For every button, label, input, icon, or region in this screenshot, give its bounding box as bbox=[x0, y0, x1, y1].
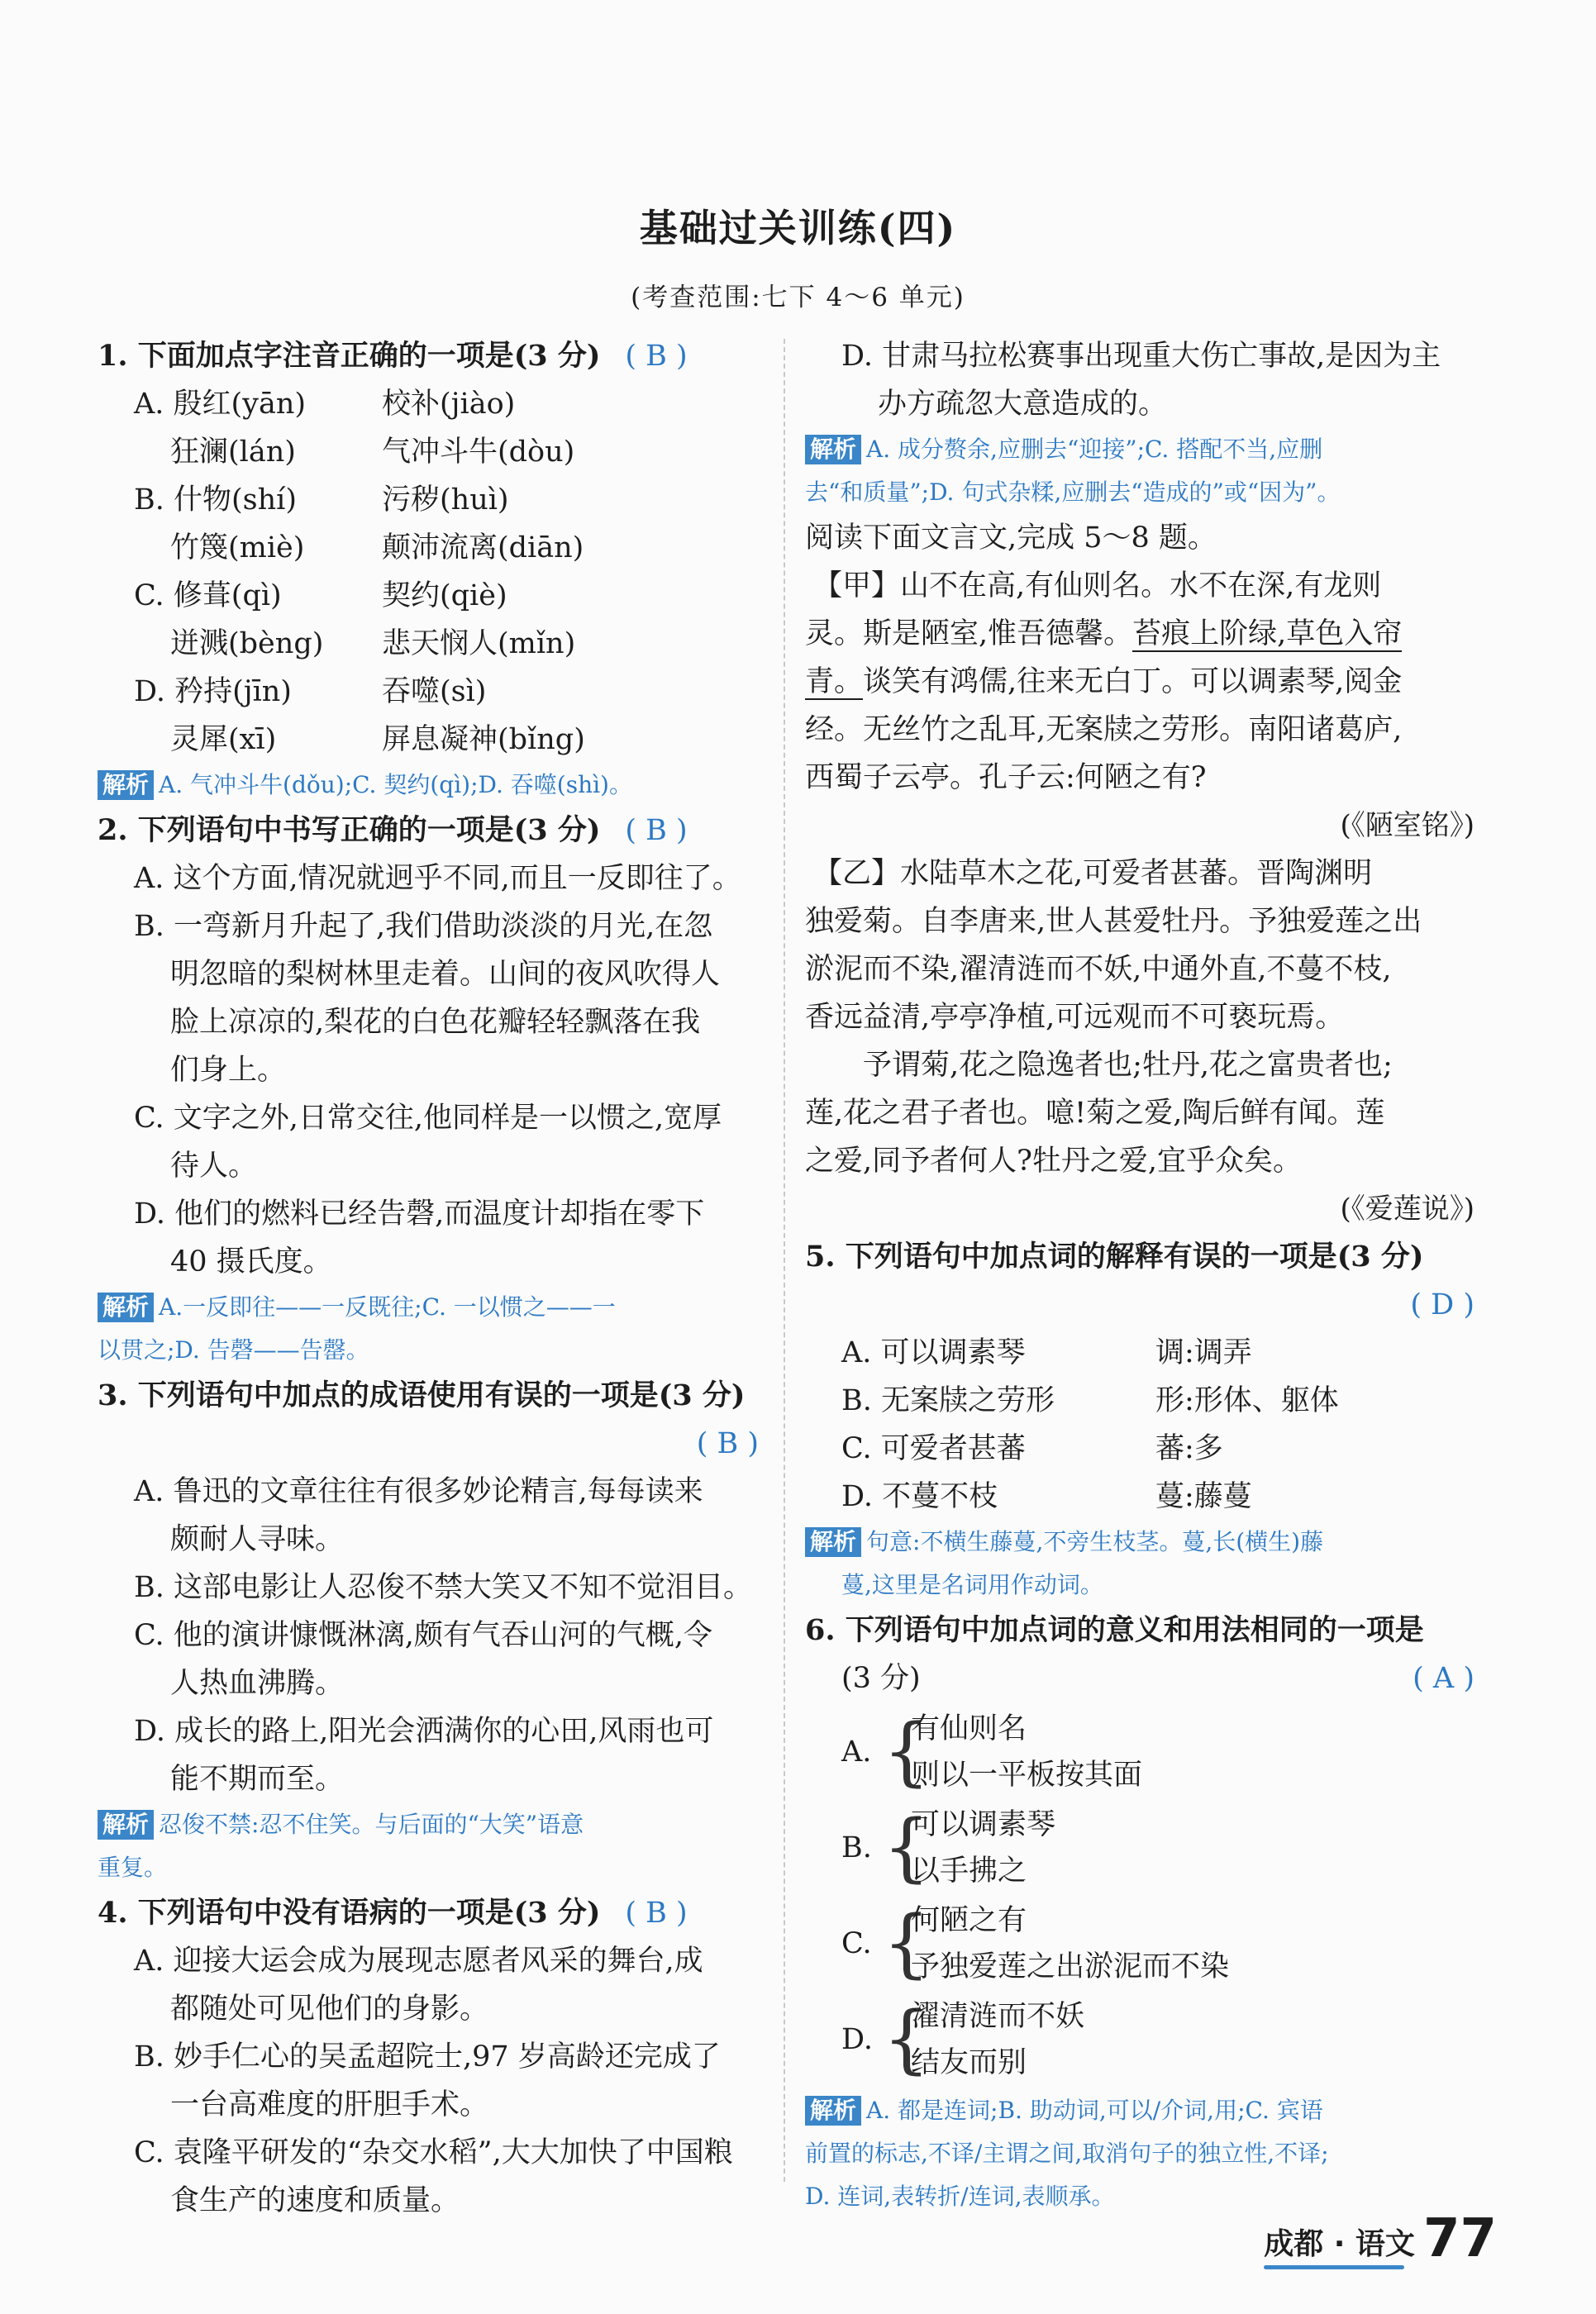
option-b: B. { 可以调素琴 以手拂之 bbox=[841, 1804, 1056, 1891]
option-c: C. { 何陋之有 予独爱莲之出淤泥而不染 bbox=[841, 1900, 1230, 1987]
page-footer bbox=[1264, 2208, 1497, 2269]
question-stem: 6. 下列语句中加点词的意义和用法相同的一项是 bbox=[805, 1613, 1424, 1647]
answer-mark: ( B ) bbox=[625, 1897, 688, 1930]
page-subtitle: (考查范围:七下 4～6 单元) bbox=[631, 283, 965, 312]
option-a: A. 殷红(yān) 校补(jiào) bbox=[134, 388, 516, 421]
option-line: B. 妙手仁心的吴孟超院士,97 岁高龄还完成了 bbox=[134, 2040, 721, 2074]
analysis-tag: 解析 bbox=[98, 1810, 154, 1840]
option-line: C. 他的演讲慷慨淋漓,颇有气吞山河的气概,令 bbox=[134, 1619, 713, 1652]
brace-icon: { bbox=[883, 1900, 931, 1987]
option-line: 待人。 bbox=[170, 1150, 258, 1183]
analysis: 解析 A. 都是连词;B. 助动词,可以/介词,用;C. 宾语 bbox=[805, 2089, 1475, 2132]
option-c-cont: 迸溅(bèng) 悲天悯人(mǐn) bbox=[170, 627, 576, 660]
analysis-tag: 解析 bbox=[805, 1527, 861, 1557]
footer-label: 成都 · 语文 bbox=[1264, 2227, 1415, 2261]
left-column bbox=[98, 332, 759, 2225]
option-line: 都随处可见他们的身影。 bbox=[170, 1993, 489, 2026]
source-citation: (《陋室铭》) bbox=[1340, 809, 1475, 842]
answer-mark: ( B ) bbox=[625, 340, 688, 373]
analysis-cont: 蔓,这里是名词用作动词。 bbox=[841, 1571, 1103, 1598]
option-line: A. 鲁迅的文章往往有很多妙论精言,每每读来 bbox=[134, 1475, 703, 1508]
option-line: C. 文字之外,日常交往,他同样是一以惯之,宽厚 bbox=[134, 1102, 722, 1135]
analysis-tag: 解析 bbox=[98, 1293, 154, 1322]
option-a: A. 可以调素琴 调:调弄 bbox=[841, 1336, 1252, 1369]
option-d: D. 矜持(jīn) 吞噬(sì) bbox=[134, 675, 487, 708]
analysis: 解析 句意:不横生藤蔓,不旁生枝茎。蔓,长(横生)藤 bbox=[805, 1521, 1475, 1564]
brace-icon: { bbox=[883, 1708, 931, 1795]
footer-underline bbox=[1264, 2265, 1404, 2269]
underlined-text: 苔痕上阶绿,草色入帘 bbox=[1132, 617, 1403, 650]
option-d: D. { 濯清涟而不妖 结友而别 bbox=[841, 1996, 1085, 2083]
option-c: C. 修葺(qì) 契约(qiè) bbox=[134, 579, 507, 612]
option-d: D. 不蔓不枝 蔓:藤蔓 bbox=[841, 1480, 1252, 1513]
option-d-cont: 灵犀(xī) 屏息凝神(bǐng) bbox=[170, 723, 585, 756]
analysis-cont: D. 连词,表转折/连词,表顺承。 bbox=[805, 2183, 1115, 2210]
answer-mark: ( D ) bbox=[1410, 1288, 1475, 1321]
analysis: 解析 忍俊不禁:忍不住笑。与后面的“大笑”语意 bbox=[98, 1803, 759, 1846]
brace-icon: { bbox=[883, 1996, 931, 2083]
option-line: D. 甘肃马拉松赛事出现重大伤亡事故,是因为主 bbox=[841, 340, 1441, 373]
option-line: 明忽暗的梨树林里走着。山间的夜风吹得人 bbox=[170, 958, 721, 991]
page-number: 77 bbox=[1422, 2208, 1497, 2269]
option-c: C. 可爱者甚蕃 蕃:多 bbox=[841, 1432, 1223, 1465]
option-line: C. 袁隆平研发的“杂交水稻”,大大加快了中国粮 bbox=[134, 2136, 733, 2169]
answer-mark: ( B ) bbox=[625, 814, 688, 847]
option-line: B. 这部电影让人忍俊不禁大笑又不知不觉泪目。 bbox=[134, 1571, 752, 1604]
question-stem: 4. 下列语句中没有语病的一项是(3 分) bbox=[98, 1896, 601, 1930]
option-line: 能不期而至。 bbox=[170, 1763, 345, 1796]
option-a: A. { 有仙则名 则以一平板按其面 bbox=[841, 1708, 1143, 1795]
option-line: 食生产的速度和质量。 bbox=[170, 2184, 460, 2217]
option-line: 40 摄氏度。 bbox=[170, 1245, 332, 1278]
source-citation: (《爱莲说》) bbox=[1340, 1193, 1475, 1226]
option-line: 脸上凉凉的,梨花的白色花瓣轻轻飘落在我 bbox=[170, 1006, 701, 1039]
question-2 bbox=[98, 807, 759, 1372]
question-stem: 1. 下面加点字注音正确的一项是(3 分) bbox=[98, 339, 601, 373]
analysis-tag: 解析 bbox=[805, 2096, 861, 2126]
column-divider bbox=[784, 339, 785, 2182]
question-stem: 5. 下列语句中加点词的解释有误的一项是(3 分) bbox=[805, 1240, 1424, 1274]
option-line: D. 成长的路上,阳光会洒满你的心田,风雨也可 bbox=[134, 1715, 714, 1748]
question-3 bbox=[98, 1372, 759, 1889]
option-line: 办方疏忽大意造成的。 bbox=[878, 388, 1168, 421]
answer-mark: ( B ) bbox=[696, 1427, 759, 1460]
question-4-continued bbox=[805, 332, 1475, 514]
analysis: 解析 A.一反即往——一反既往;C. 一以惯之——一 bbox=[98, 1286, 759, 1329]
option-line: A. 这个方面,情况就迥乎不同,而且一反即往了。 bbox=[134, 862, 741, 895]
option-line: 颇耐人寻味。 bbox=[170, 1523, 345, 1556]
option-line: 一台高难度的肝胆手术。 bbox=[170, 2088, 489, 2121]
option-line: D. 他们的燃料已经告磬,而温度计却指在零下 bbox=[134, 1197, 705, 1231]
option-line: B. 一弯新月升起了,我们借助淡淡的月光,在忽 bbox=[134, 910, 713, 943]
brace-icon: { bbox=[883, 1804, 931, 1891]
analysis: 解析 A. 气冲斗牛(dǒu);C. 契约(qì);D. 吞噬(shì)。 bbox=[98, 764, 759, 807]
page-title: 基础过关训练(四) bbox=[639, 206, 957, 250]
underlined-text: 青。 bbox=[805, 665, 864, 698]
analysis-cont: 去“和质量”;D. 句式杂糅,应删去“造成的”或“因为”。 bbox=[805, 479, 1341, 506]
right-column bbox=[805, 332, 1475, 2218]
passage-yi: 【乙】水陆草木之花,可爱者甚蕃。晋陶渊明 独爱菊。自李唐来,世人甚爱牡丹。予独爱莲之出 淤泥而不染,濯清涟而不妖,中通外直,不蔓不枝, 香远益清,亭亭净植,可远观而不可亵玩焉。 予谓菊,花之隐逸者也;牡丹,花之富贵者也; 莲,花之君子者也。噫!菊之爱,陶后鲜有闻。莲 之爱,同予者何人?牡丹之爱,宜乎众矣。 (《爱莲说》) bbox=[805, 850, 1475, 1233]
analysis-cont: 以贯之;D. 告磬——告罄。 bbox=[98, 1336, 369, 1364]
question-6: 6. 下列语句中加点词的意义和用法相同的一项是 (3 分) ( A ) A. { 有仙则名 则以一平板按其面 B. { 可以调素琴 以手拂之 C. { 何陋之有 予独爱莲之出淤泥而不染 D. { 濯清涟而不妖 结友而别 解析 A. 都是连词;B. 助动词,可以/介词,用;C. 宾语 前置的标志,不译/主谓之间,取消句子的独立性,不译; D. 连词,表转折/连词,表顺承。 bbox=[805, 1607, 1475, 2218]
question-stem: 3. 下列语句中加点的成语使用有误的一项是(3 分) bbox=[98, 1378, 746, 1412]
question-4 bbox=[98, 1889, 759, 2225]
option-line: 人热血沸腾。 bbox=[170, 1667, 345, 1700]
option-b: B. 什物(shí) 污秽(huì) bbox=[134, 483, 509, 517]
analysis-cont: 重复。 bbox=[98, 1854, 168, 1881]
reading-intro: 阅读下面文言文,完成 5～8 题。 bbox=[805, 521, 1217, 555]
question-1 bbox=[98, 332, 759, 807]
passage-jia: 【甲】山不在高,有仙则名。水不在深,有龙则 灵。斯是陋室,惟吾德馨。苔痕上阶绿,草色入帘 青。谈笑有鸿儒,往来无白丁。可以调素琴,阅金 经。无丝竹之乱耳,无案牍之劳形。南阳诸葛庐, 西蜀子云亭。孔子云:何陋之有? (《陋室铭》) bbox=[805, 562, 1475, 850]
option-b: B. 无案牍之劳形 形:形体、躯体 bbox=[841, 1384, 1339, 1417]
option-line: 们身上。 bbox=[170, 1054, 287, 1087]
answer-mark: ( A ) bbox=[1413, 1662, 1475, 1695]
analysis-tag: 解析 bbox=[805, 435, 861, 464]
analysis-tag: 解析 bbox=[98, 770, 154, 800]
option-b-cont: 竹篾(miè) 颠沛流离(diān) bbox=[170, 531, 584, 564]
question-5 bbox=[805, 1233, 1475, 1607]
option-a-cont: 狂澜(lán) 气冲斗牛(dòu) bbox=[170, 436, 575, 469]
analysis-cont: 前置的标志,不译/主谓之间,取消句子的独立性,不译; bbox=[805, 2140, 1329, 2167]
question-stem: 2. 下列语句中书写正确的一项是(3 分) bbox=[98, 813, 601, 847]
analysis: 解析 A. 成分赘余,应删去“迎接”;C. 搭配不当,应删 bbox=[805, 428, 1475, 471]
option-line: A. 迎接大运会成为展现志愿者风采的舞台,成 bbox=[134, 1945, 703, 1978]
